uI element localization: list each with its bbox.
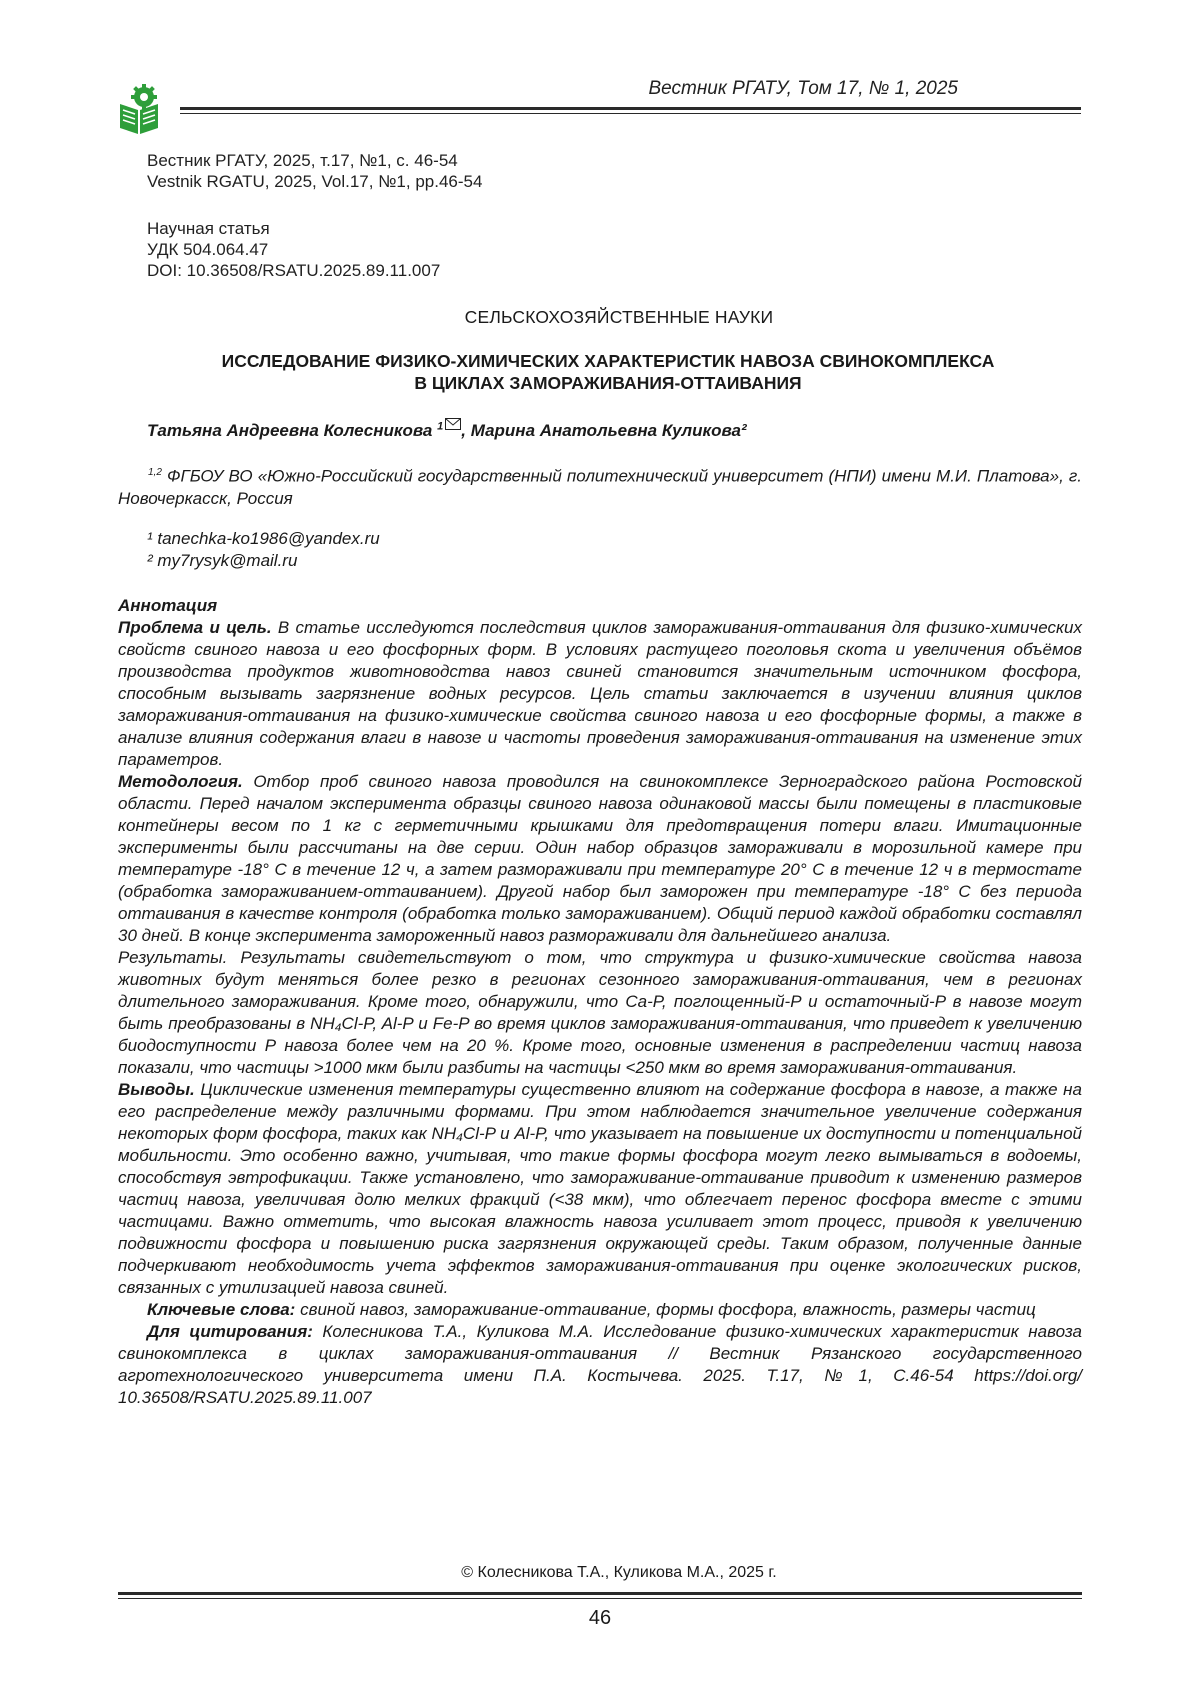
- udc-code: УДК 504.064.47: [147, 240, 269, 259]
- author-1: Татьяна Андреевна Колесникова: [147, 421, 433, 440]
- problem-text: В статье исследуются последствия циклов замораживания-оттаивания для физико-химических свойств свиного навоза и его фосфорных форм. В условиях растущего поголовья скота и увеличения объёмов производства продуктов животноводства навоз свиней становится значительным источником фосфора, способным вызывать загрязнение водных ресурсов. Цель статьи заключается в изучении влияния циклов замораживания-оттаивания на физико-химические свойства свиного навоза и его фосфорные формы, а также в анализе влияния содержания влаги в навозе и частоты проведения замораживания-оттаивания на изменение этих параметров.: [118, 618, 1082, 769]
- abstract-heading: Аннотация: [118, 596, 218, 615]
- method-label: Методология.: [118, 772, 243, 791]
- abstract: [118, 595, 1082, 1409]
- header-rule-thick: [180, 107, 1081, 110]
- abstract-conclusions: [118, 1079, 1082, 1299]
- copyright-line: © Колесникова Т.А., Куликова М.А., 2025 г.: [461, 1564, 777, 1581]
- email-2[interactable]: ² my7rysyk@mail.ru: [147, 551, 298, 570]
- journal-running-header: Вестник РГАТУ, Том 17, № 1, 2025: [648, 78, 958, 99]
- author-separator: ,: [461, 421, 466, 440]
- authors-line: [147, 415, 747, 441]
- section-heading: СЕЛЬСКОХОЗЯЙСТВЕННЫЕ НАУКИ: [464, 307, 774, 327]
- abstract-methodology: [118, 771, 1082, 947]
- author-2: Марина Анатольевна Куликова: [470, 421, 741, 440]
- citation-ru: Вестник РГАТУ, 2025, т.17, №1, с. 46-54: [147, 151, 458, 170]
- conclusions-label: Выводы.: [118, 1080, 195, 1099]
- method-text: Отбор проб свиного навоза проводился на свинокомплексе Зерноградского района Ростовской области. Перед началом эксперимента образцы свиного навоза одинаковой массы были помещены в пластиковые контейнеры весом по 1 кг с герметичными крышками для предотвращения потери влаги. Имитационные эксперименты были рассчитаны на две серии. Один набор образцов замораживали в морозильной камере при температуре -18° С в течение 12 ч, а затем размораживали при температуре 20° С в течение 12 ч в термостате (обработка замораживанием-оттаиванием). Другой набор был заморожен при температуре -18° С без периода оттаивания в качестве контроля (обработка только замораживанием). Общий период каждой обработки составлял 30 дней. В конце эксперимента замороженный навоз размораживали для дальнейшего анализа.: [118, 772, 1082, 945]
- affiliation: [118, 462, 1082, 510]
- title-line-2: В ЦИКЛАХ ЗАМОРАЖИВАНИЯ-ОТТАИВАНИЯ: [414, 373, 802, 393]
- results-text: Результаты свидетельствуют о том, что структура и физико-химические свойства навоза животных будут меняться более резко в регионах сезонного замораживания-оттаивания, чем в регионах длительного замораживания. Кроме того, обнаружили, что Ca-P, поглощенный-P и остаточный-P в навозе могут быть преобразованы в NH₄Cl-P, Al-P и Fe-P во время циклов замораживания-оттаивания, что приведет к увеличению биодоступности Р навоза более чем на 20 %. Кроме того, основные изменения в распределении частиц навоза показали, что частицы >1000 мкм были разбиты на частицы <250 мкм во время замораживания-оттаивания.: [118, 948, 1082, 1077]
- title-line-1: ИССЛЕДОВАНИЕ ФИЗИКО-ХИМИЧЕСКИХ ХАРАКТЕРИСТИК НАВОЗА СВИНОКОМПЛЕКСА: [221, 351, 995, 371]
- abstract-problem: [118, 617, 1082, 771]
- footer-rule-thin: [118, 1598, 1082, 1599]
- article-title: [0, 350, 1200, 394]
- citation-en: Vestnik RGATU, 2025, Vol.17, №1, pp.46-54: [147, 172, 483, 191]
- author-2-sup: ²: [741, 421, 747, 440]
- conclusions-text: Циклические изменения температуры существенно влияют на содержание фосфора в навозе, а также на его распределение между различными формами. При этом наблюдается значительное увеличение содержания некоторых форм фосфора, таких как NH₄Cl-P и Al-P, что указывает на повышение их доступности и потенциальной мобильности. Это особенно важно, учитывая, что такие формы фосфора могут легко вымываться в водоемы, способствуя эвтрофикации. Также установлено, что замораживание-оттаивание приводит к изменению размеров частиц навоза, увеличивая долю мелких фракций (<38 мкм), что облегчает перенос фосфора вместе с этими частицами. Важно отметить, что высокая влажность навоза усиливает этот процесс, приводя к увеличению подвижности фосфора и повышению риска загрязнения окружающей среды. Таким образом, полученные данные подчеркивают необходимость учета эффектов замораживания-оттаивания при оценке экологических рисков, связанных с утилизацией навоза свиней.: [118, 1080, 1082, 1297]
- article-meta-block: [147, 218, 440, 281]
- affiliation-sup: 1,2: [148, 467, 162, 478]
- doi: DOI: 10.36508/RSATU.2025.89.11.007: [147, 261, 441, 280]
- email-1[interactable]: ¹ tanechka-ko1986@yandex.ru: [147, 529, 380, 548]
- keywords: [118, 1299, 1082, 1321]
- keywords-label: Ключевые слова:: [147, 1300, 296, 1319]
- emails-block: [147, 528, 380, 572]
- author-1-sup: 1: [437, 420, 444, 433]
- problem-label: Проблема и цель.: [118, 618, 272, 637]
- book-with-gear-icon: [118, 84, 160, 136]
- article-type: Научная статья: [147, 219, 270, 238]
- citation-block: [147, 150, 482, 192]
- abstract-results: [118, 947, 1082, 1079]
- affiliation-text: ФГБОУ ВО «Южно-Российский государственный политехнический университет (НПИ) имени М.И. Платова», г. Новочеркасск, Россия: [118, 466, 1082, 508]
- footer-rule-thick: [118, 1592, 1082, 1595]
- cite-text: Колесникова Т.А., Куликова М.А. Исследование физико-химических характеристик навоза свинокомплекса в циклах замораживания-оттаивания // Вестник Рязанского государственного агротехнологического университета имени П.А. Костычева. 2025. Т.17, №1, С.46-54 https://doi.org/ 10.36508/RSATU.2025.89.11.007: [118, 1322, 1082, 1407]
- page-number: 46: [588, 1607, 612, 1629]
- citation-for-reference: [118, 1321, 1082, 1409]
- envelope-icon[interactable]: [445, 415, 461, 435]
- header-rule-thin: [180, 113, 1081, 114]
- cite-label: Для цитирования:: [147, 1322, 313, 1341]
- keywords-text: свиной навоз, замораживание-оттаивание, формы фосфора, влажность, размеры частиц: [295, 1300, 1036, 1319]
- journal-logo-icon: [118, 84, 160, 136]
- results-label: Результаты.: [118, 948, 228, 967]
